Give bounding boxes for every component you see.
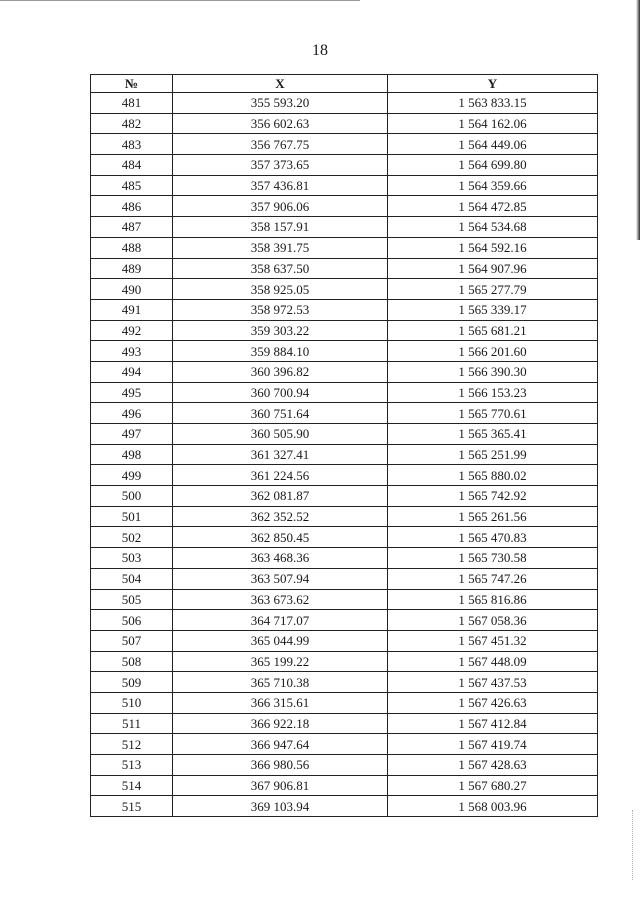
table-row <box>91 568 598 589</box>
x-coordinate-cell: 367 906.81 <box>173 775 388 796</box>
point-number-cell: 509 <box>91 672 173 693</box>
table-row <box>91 692 598 713</box>
point-number-cell: 489 <box>91 258 173 279</box>
y-coordinate-cell: 1 567 680.27 <box>388 775 598 796</box>
x-coordinate-cell: 366 922.18 <box>173 713 388 734</box>
x-coordinate-cell: 360 700.94 <box>173 382 388 403</box>
x-coordinate-cell: 360 505.90 <box>173 424 388 445</box>
table-body <box>91 93 598 817</box>
coordinates-table <box>90 74 598 817</box>
header-x: X <box>173 75 388 93</box>
x-coordinate-cell: 356 602.63 <box>173 113 388 134</box>
point-number-cell: 494 <box>91 361 173 382</box>
y-coordinate-cell: 1 565 339.17 <box>388 299 598 320</box>
x-coordinate-cell: 359 884.10 <box>173 341 388 362</box>
table-row <box>91 527 598 548</box>
point-number-cell: 512 <box>91 734 173 755</box>
x-coordinate-cell: 355 593.20 <box>173 93 388 114</box>
y-coordinate-cell: 1 566 390.30 <box>388 361 598 382</box>
y-coordinate-cell: 1 564 359.66 <box>388 175 598 196</box>
header-number: № <box>91 75 173 93</box>
x-coordinate-cell: 361 224.56 <box>173 465 388 486</box>
table-row <box>91 734 598 755</box>
scan-edge-shadow <box>636 0 640 240</box>
point-number-cell: 502 <box>91 527 173 548</box>
y-coordinate-cell: 1 566 201.60 <box>388 341 598 362</box>
point-number-cell: 510 <box>91 692 173 713</box>
table-row <box>91 444 598 465</box>
point-number-cell: 511 <box>91 713 173 734</box>
y-coordinate-cell: 1 565 730.58 <box>388 548 598 569</box>
point-number-cell: 488 <box>91 237 173 258</box>
x-coordinate-cell: 363 673.62 <box>173 589 388 610</box>
y-coordinate-cell: 1 567 412.84 <box>388 713 598 734</box>
point-number-cell: 506 <box>91 610 173 631</box>
x-coordinate-cell: 366 980.56 <box>173 755 388 776</box>
y-coordinate-cell: 1 565 880.02 <box>388 465 598 486</box>
table-row <box>91 465 598 486</box>
point-number-cell: 501 <box>91 506 173 527</box>
point-number-cell: 504 <box>91 568 173 589</box>
x-coordinate-cell: 362 081.87 <box>173 486 388 507</box>
point-number-cell: 490 <box>91 279 173 300</box>
x-coordinate-cell: 356 767.75 <box>173 134 388 155</box>
y-coordinate-cell: 1 564 907.96 <box>388 258 598 279</box>
x-coordinate-cell: 360 396.82 <box>173 361 388 382</box>
y-coordinate-cell: 1 567 448.09 <box>388 651 598 672</box>
table-row <box>91 382 598 403</box>
table-row <box>91 796 598 817</box>
point-number-cell: 497 <box>91 424 173 445</box>
x-coordinate-cell: 365 710.38 <box>173 672 388 693</box>
table-row <box>91 548 598 569</box>
y-coordinate-cell: 1 566 153.23 <box>388 382 598 403</box>
scan-top-rule <box>0 0 360 1</box>
x-coordinate-cell: 366 315.61 <box>173 692 388 713</box>
y-coordinate-cell: 1 567 451.32 <box>388 630 598 651</box>
x-coordinate-cell: 363 507.94 <box>173 568 388 589</box>
table-row <box>91 775 598 796</box>
x-coordinate-cell: 358 157.91 <box>173 217 388 238</box>
point-number-cell: 515 <box>91 796 173 817</box>
x-coordinate-cell: 359 303.22 <box>173 320 388 341</box>
y-coordinate-cell: 1 567 058.36 <box>388 610 598 631</box>
y-coordinate-cell: 1 565 742.92 <box>388 486 598 507</box>
table-row <box>91 299 598 320</box>
point-number-cell: 495 <box>91 382 173 403</box>
table-row <box>91 320 598 341</box>
point-number-cell: 507 <box>91 630 173 651</box>
y-coordinate-cell: 1 567 428.63 <box>388 755 598 776</box>
y-coordinate-cell: 1 565 681.21 <box>388 320 598 341</box>
table-row <box>91 237 598 258</box>
table-row <box>91 651 598 672</box>
point-number-cell: 500 <box>91 486 173 507</box>
y-coordinate-cell: 1 564 592.16 <box>388 237 598 258</box>
point-number-cell: 496 <box>91 403 173 424</box>
point-number-cell: 482 <box>91 113 173 134</box>
point-number-cell: 508 <box>91 651 173 672</box>
x-coordinate-cell: 361 327.41 <box>173 444 388 465</box>
table-row <box>91 196 598 217</box>
x-coordinate-cell: 365 199.22 <box>173 651 388 672</box>
y-coordinate-cell: 1 564 449.06 <box>388 134 598 155</box>
point-number-cell: 505 <box>91 589 173 610</box>
y-coordinate-cell: 1 568 003.96 <box>388 796 598 817</box>
table-row <box>91 506 598 527</box>
table-row <box>91 217 598 238</box>
y-coordinate-cell: 1 565 816.86 <box>388 589 598 610</box>
x-coordinate-cell: 357 373.65 <box>173 155 388 176</box>
y-coordinate-cell: 1 565 277.79 <box>388 279 598 300</box>
x-coordinate-cell: 366 947.64 <box>173 734 388 755</box>
scan-edge-dots <box>632 810 634 880</box>
x-coordinate-cell: 358 925.05 <box>173 279 388 300</box>
y-coordinate-cell: 1 567 437.53 <box>388 672 598 693</box>
y-coordinate-cell: 1 565 770.61 <box>388 403 598 424</box>
table-header-row <box>91 75 598 93</box>
point-number-cell: 485 <box>91 175 173 196</box>
y-coordinate-cell: 1 565 261.56 <box>388 506 598 527</box>
y-coordinate-cell: 1 565 747.26 <box>388 568 598 589</box>
table-row <box>91 93 598 114</box>
point-number-cell: 481 <box>91 93 173 114</box>
y-coordinate-cell: 1 565 470.83 <box>388 527 598 548</box>
point-number-cell: 487 <box>91 217 173 238</box>
header-y: Y <box>388 75 598 93</box>
point-number-cell: 514 <box>91 775 173 796</box>
x-coordinate-cell: 357 436.81 <box>173 175 388 196</box>
table-row <box>91 630 598 651</box>
y-coordinate-cell: 1 564 534.68 <box>388 217 598 238</box>
point-number-cell: 498 <box>91 444 173 465</box>
x-coordinate-cell: 369 103.94 <box>173 796 388 817</box>
table-row <box>91 134 598 155</box>
table-row <box>91 672 598 693</box>
x-coordinate-cell: 360 751.64 <box>173 403 388 424</box>
x-coordinate-cell: 362 850.45 <box>173 527 388 548</box>
point-number-cell: 491 <box>91 299 173 320</box>
y-coordinate-cell: 1 565 251.99 <box>388 444 598 465</box>
x-coordinate-cell: 358 972.53 <box>173 299 388 320</box>
table-row <box>91 610 598 631</box>
y-coordinate-cell: 1 567 419.74 <box>388 734 598 755</box>
x-coordinate-cell: 357 906.06 <box>173 196 388 217</box>
table-row <box>91 403 598 424</box>
table-row <box>91 424 598 445</box>
x-coordinate-cell: 363 468.36 <box>173 548 388 569</box>
x-coordinate-cell: 358 637.50 <box>173 258 388 279</box>
table-row <box>91 486 598 507</box>
y-coordinate-cell: 1 565 365.41 <box>388 424 598 445</box>
table-row <box>91 258 598 279</box>
point-number-cell: 499 <box>91 465 173 486</box>
table-row <box>91 113 598 134</box>
x-coordinate-cell: 364 717.07 <box>173 610 388 631</box>
point-number-cell: 503 <box>91 548 173 569</box>
point-number-cell: 492 <box>91 320 173 341</box>
y-coordinate-cell: 1 564 162.06 <box>388 113 598 134</box>
table-row <box>91 589 598 610</box>
point-number-cell: 513 <box>91 755 173 776</box>
point-number-cell: 486 <box>91 196 173 217</box>
table-row <box>91 279 598 300</box>
point-number-cell: 483 <box>91 134 173 155</box>
table-row <box>91 755 598 776</box>
x-coordinate-cell: 365 044.99 <box>173 630 388 651</box>
page-number: 18 <box>312 42 328 59</box>
point-number-cell: 484 <box>91 155 173 176</box>
x-coordinate-cell: 358 391.75 <box>173 237 388 258</box>
y-coordinate-cell: 1 564 472.85 <box>388 196 598 217</box>
y-coordinate-cell: 1 563 833.15 <box>388 93 598 114</box>
table-row <box>91 175 598 196</box>
table-row <box>91 155 598 176</box>
table-row <box>91 713 598 734</box>
y-coordinate-cell: 1 567 426.63 <box>388 692 598 713</box>
point-number-cell: 493 <box>91 341 173 362</box>
table-row <box>91 361 598 382</box>
x-coordinate-cell: 362 352.52 <box>173 506 388 527</box>
table-row <box>91 341 598 362</box>
y-coordinate-cell: 1 564 699.80 <box>388 155 598 176</box>
